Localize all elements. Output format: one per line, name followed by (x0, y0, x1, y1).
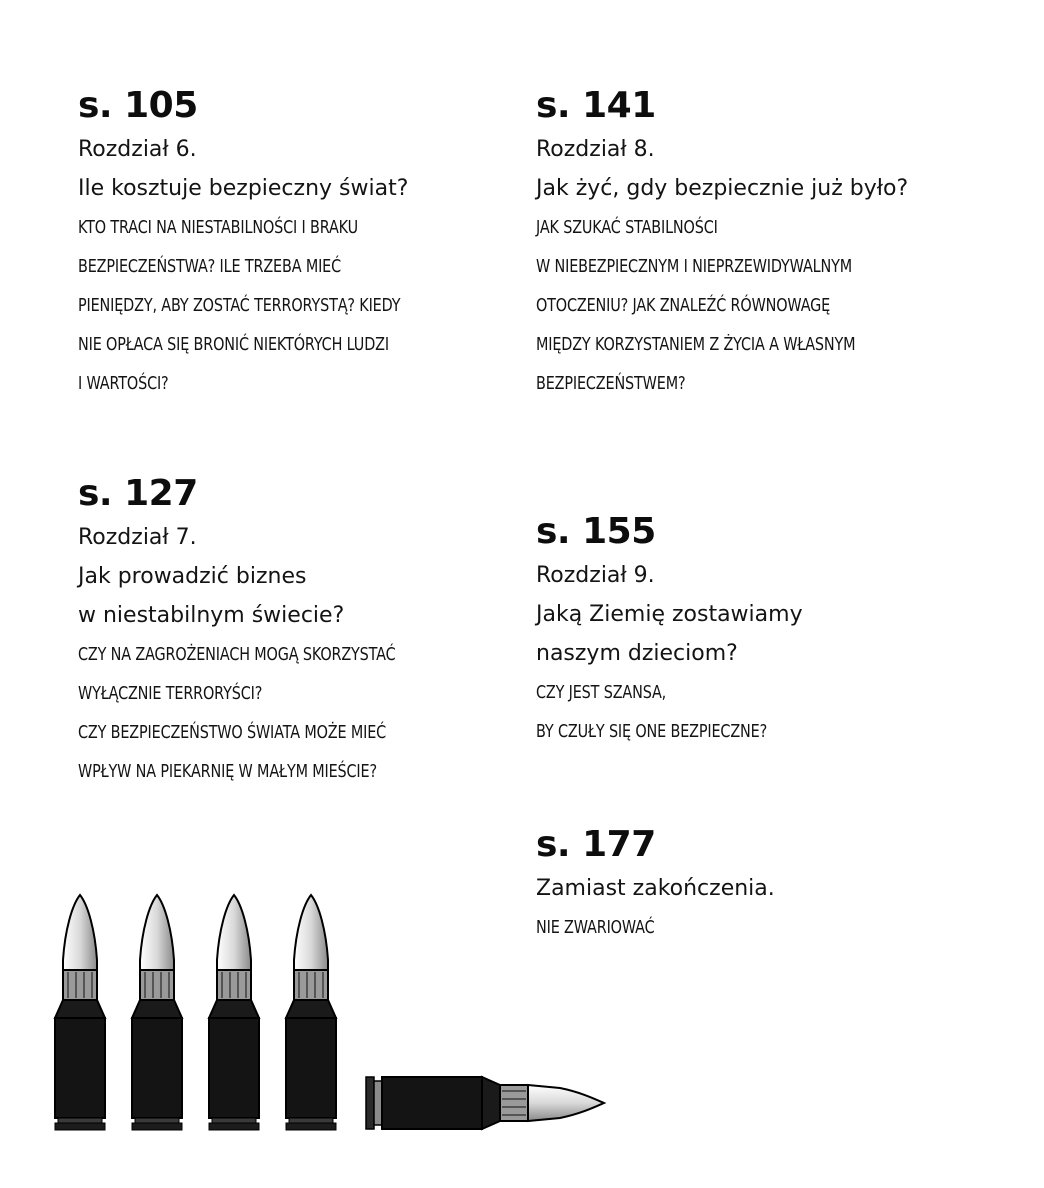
chapter-title-line: Jak żyć, gdy bezpiecznie już było? (536, 176, 909, 201)
standing-cartridge-icon (286, 895, 336, 1130)
question-line: NIE OPŁACA SIĘ BRONIĆ NIEKTÓRYCH LUDZI (78, 334, 389, 355)
standing-cartridge-icon (55, 895, 105, 1130)
chapter-title-line: Jak prowadzić biznes (78, 564, 307, 589)
chapter-label: Rozdział 7. (78, 525, 197, 550)
chapter-title-line: Ile kosztuje bezpieczny świat? (78, 176, 409, 201)
page-number: s. 141 (536, 85, 656, 126)
page-number: s. 155 (536, 511, 656, 552)
question-line: BY CZUŁY SIĘ ONE BEZPIECZNE? (536, 721, 768, 742)
standing-cartridge-icon (209, 895, 259, 1130)
chapter-label: Rozdział 6. (78, 137, 197, 162)
question-line: CZY NA ZAGROŻENIACH MOGĄ SKORZYSTAĆ (78, 644, 396, 665)
question-line: OTOCZENIU? JAK ZNALEŹĆ RÓWNOWAGĘ (536, 295, 831, 316)
chapter-title-line: w niestabilnym świecie? (78, 603, 345, 628)
lying-cartridge-icon (366, 1077, 604, 1129)
question-line: CZY JEST SZANSA, (536, 682, 667, 703)
question-line: BEZPIECZEŃSTWA? ILE TRZEBA MIEĆ (78, 256, 342, 277)
question-line: PIENIĘDZY, ABY ZOSTAĆ TERRORYSTĄ? KIEDY (78, 295, 401, 316)
chapter-label: Rozdział 8. (536, 137, 655, 162)
question-line: MIĘDZY KORZYSTANIEM Z ŻYCIA A WŁASNYM (536, 334, 856, 355)
page-number: s. 105 (78, 85, 198, 126)
question-line: WYŁĄCZNIE TERRORYŚCI? (78, 683, 263, 704)
chapter-label: Rozdział 9. (536, 563, 655, 588)
question-line: BEZPIECZEŃSTWEM? (536, 373, 686, 394)
question-line: CZY BEZPIECZEŃSTWO ŚWIATA MOŻE MIEĆ (78, 722, 387, 743)
chapter-title-line: Jaką Ziemię zostawiamy (536, 602, 803, 627)
question-line: I WARTOŚCI? (78, 373, 169, 394)
question-line: W NIEBEZPIECZNYM I NIEPRZEWIDYWALNYM (536, 256, 853, 277)
question-line: KTO TRACI NA NIESTABILNOŚCI I BRAKU (78, 217, 358, 238)
question-line: WPŁYW NA PIEKARNIĘ W MAŁYM MIEŚCIE? (78, 761, 377, 782)
standing-cartridge-icon (132, 895, 182, 1130)
question-line: JAK SZUKAĆ STABILNOŚCI (536, 217, 718, 238)
chapter-title-line: Zamiast zakończenia. (536, 876, 775, 901)
page-number: s. 127 (78, 473, 198, 514)
question-line: NIE ZWARIOWAĆ (536, 917, 655, 938)
chapter-title-line: naszym dzieciom? (536, 641, 738, 666)
page-number: s. 177 (536, 824, 656, 865)
